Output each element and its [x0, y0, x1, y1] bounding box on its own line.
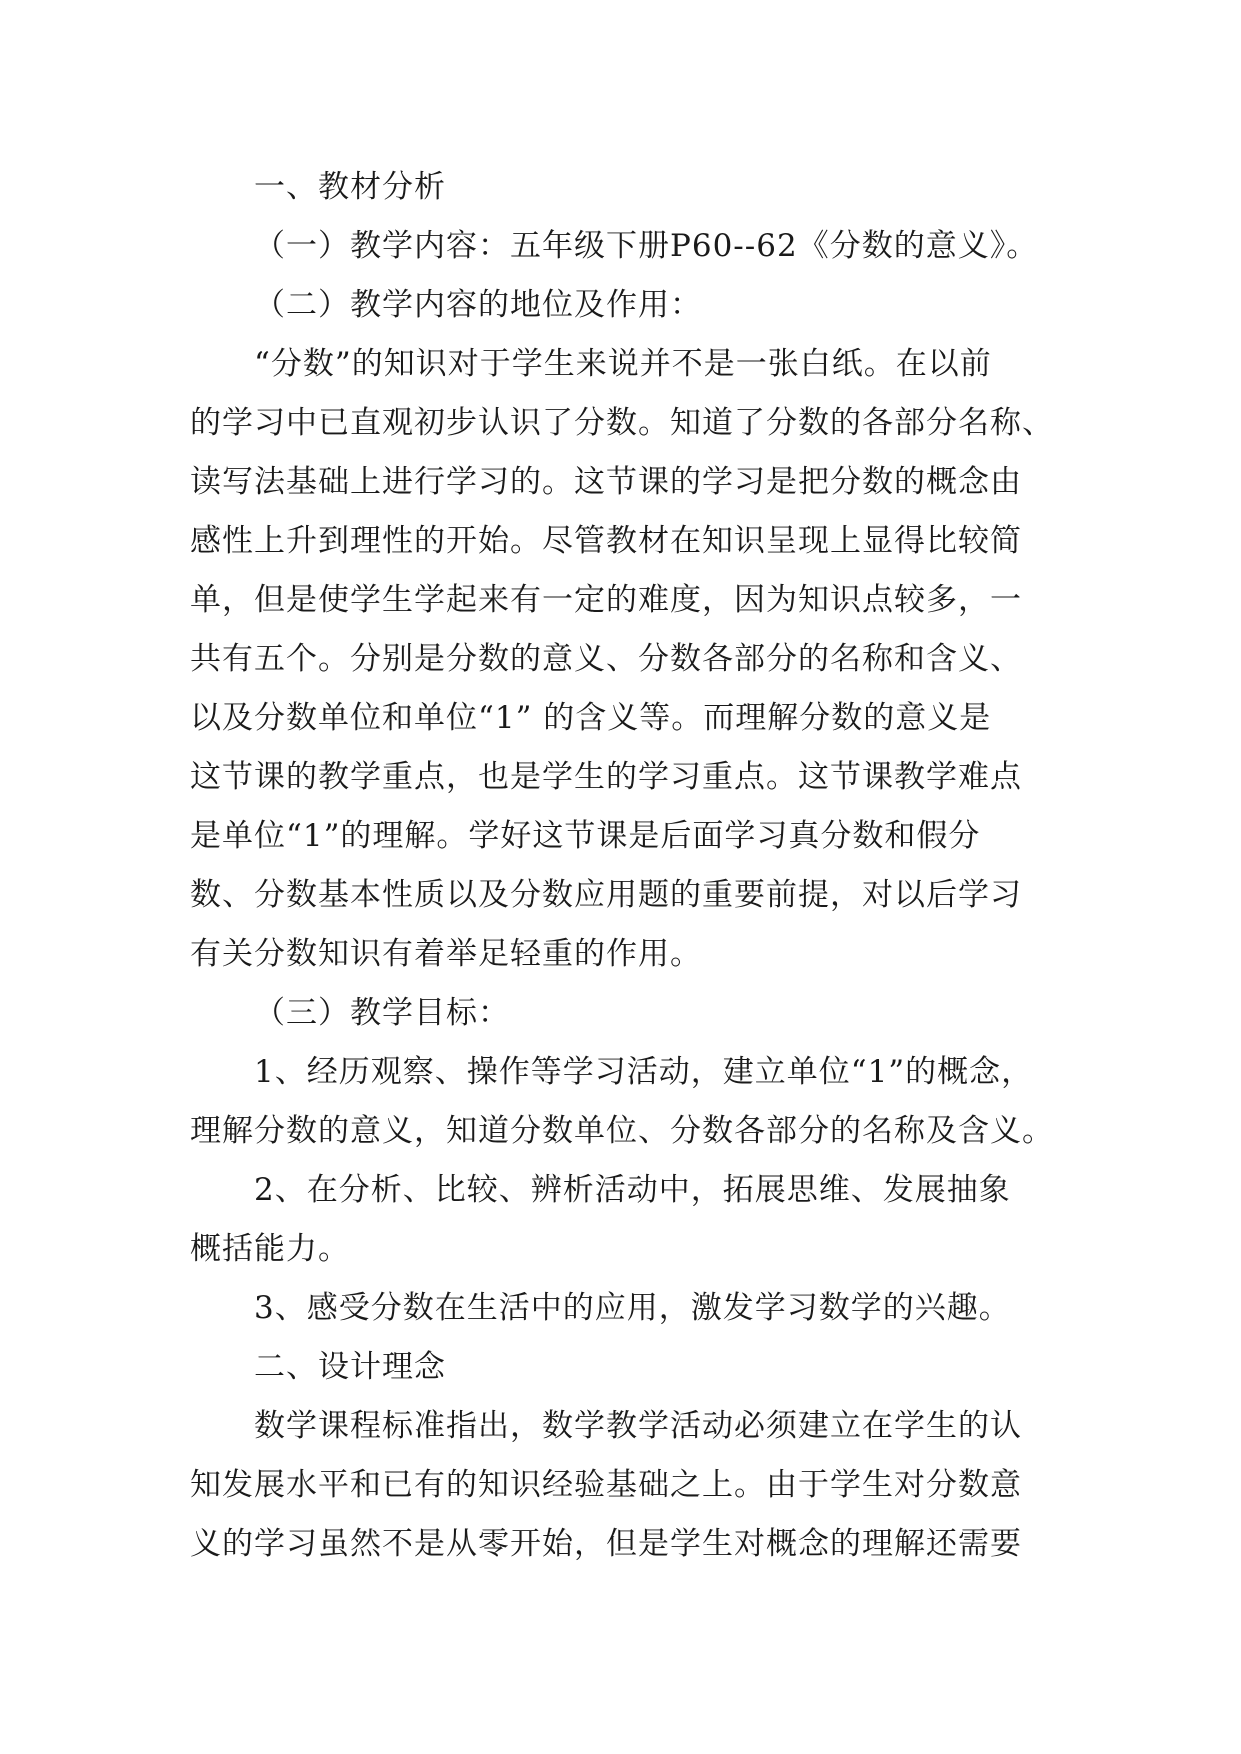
paragraph-line: 是单位“1”的理解。学好这节课是后面学习真分数和假分: [190, 818, 981, 854]
subheading-position-and-role: （二）教学内容的地位及作用：: [254, 287, 702, 323]
subheading-teaching-goals: （三）教学目标：: [254, 995, 510, 1031]
goal-item-2-continued: 概括能力。: [190, 1231, 350, 1267]
paragraph-line: 的学习中已直观初步认识了分数。知道了分数的各部分名称、: [190, 405, 1054, 441]
paragraph-line: 义的学习虽然不是从零开始，但是学生对概念的理解还需要: [190, 1526, 1022, 1562]
paragraph-line: 共有五个。分别是分数的意义、分数各部分的名称和含义、: [190, 641, 1022, 677]
paragraph-line: 数学课程标准指出，数学教学活动必须建立在学生的认: [254, 1408, 1022, 1444]
paragraph-line: 这节课的教学重点，也是学生的学习重点。这节课教学难点: [190, 759, 1022, 795]
paragraph-line: 感性上升到理性的开始。尽管教材在知识呈现上显得比较简: [190, 523, 1022, 559]
goal-item-2: 2、在分析、比较、辨析活动中，拓展思维、发展抽象: [254, 1172, 1011, 1208]
goal-item-1-continued: 理解分数的意义，知道分数单位、分数各部分的名称及含义。: [190, 1113, 1054, 1149]
subheading-teaching-content: （一）教学内容：五年级下册P60--62《分数的意义》。: [254, 228, 1039, 264]
section-heading-design-concept: 二、设计理念: [254, 1349, 446, 1385]
paragraph-line: 单，但是使学生学起来有一定的难度，因为知识点较多，一: [190, 582, 1022, 618]
paragraph-line: 以及分数单位和单位“1” 的含义等。而理解分数的意义是: [190, 700, 992, 736]
goal-item-1: 1、经历观察、操作等学习活动，建立单位“1”的概念，: [254, 1054, 1034, 1090]
paragraph-line: 数、分数基本性质以及分数应用题的重要前提，对以后学习: [190, 877, 1022, 913]
paragraph-line: 有关分数知识有着举足轻重的作用。: [190, 936, 702, 972]
paragraph-line: 读写法基础上进行学习的。这节课的学习是把分数的概念由: [190, 464, 1022, 500]
section-heading-textbook-analysis: 一、教材分析: [254, 169, 446, 205]
goal-item-3: 3、感受分数在生活中的应用，激发学习数学的兴趣。: [254, 1290, 1011, 1326]
paragraph-line: 知发展水平和已有的知识经验基础之上。由于学生对分数意: [190, 1467, 1022, 1503]
paragraph-line: “分数”的知识对于学生来说并不是一张白纸。在以前: [254, 346, 992, 382]
document-body: [190, 158, 1070, 1574]
